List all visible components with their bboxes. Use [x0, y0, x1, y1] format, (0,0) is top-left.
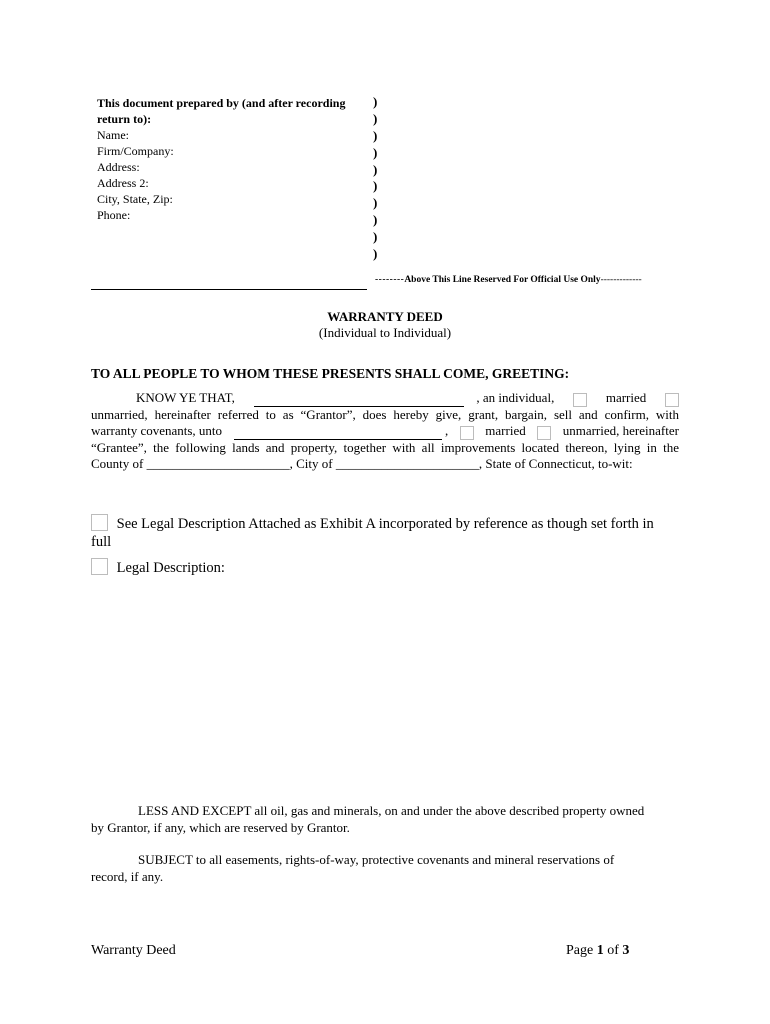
field-address2-label: Address 2: — [97, 176, 149, 190]
grantor-name-blank[interactable] — [254, 394, 464, 407]
paren: ) — [373, 144, 378, 160]
paren-column — [373, 94, 377, 263]
exhibit-a-text: See Legal Description Attached as Exhibit A incorporated by reference as though set forth in — [116, 516, 654, 532]
grantor-married-checkbox[interactable] — [573, 393, 587, 407]
grantor-unmarried-checkbox[interactable] — [665, 393, 679, 407]
grantor-married-label: married — [605, 390, 647, 405]
field-firm-label: Firm/Company: — [97, 144, 174, 158]
grantee-comma: , — [445, 423, 449, 439]
paren: ) — [373, 195, 378, 211]
less-except-line-2: by Grantor, if any, which are reserved by Grantor. — [91, 819, 350, 835]
paren: ) — [373, 127, 378, 143]
paren: ) — [373, 212, 378, 228]
exhibit-a-text-cont: full — [91, 534, 112, 550]
grantee-married-checkbox[interactable] — [460, 426, 474, 440]
signature-rule — [91, 289, 367, 290]
legal-description-option — [91, 558, 679, 577]
footer-doc-name: Warranty Deed — [91, 943, 176, 958]
deed-title: WARRANTY DEED — [327, 309, 443, 324]
page-total: 3 — [622, 943, 630, 958]
reserved-trail-dashes: ------------- — [600, 275, 642, 285]
grantee-married-label: married — [485, 423, 526, 439]
grantee-unmarried-checkbox[interactable] — [537, 426, 551, 440]
less-except-line-1: LESS AND EXCEPT all oil, gas and minerals, on and under the above described property owned — [138, 803, 645, 818]
paren: ) — [373, 110, 378, 126]
page-label: Page — [566, 943, 594, 958]
paren: ) — [373, 246, 378, 262]
legal-description-label: Legal Description: — [116, 560, 225, 576]
subject-to-clause — [91, 852, 679, 885]
page-current: 1 — [596, 943, 604, 958]
reserved-text: Above This Line Reserved For Official Use Only — [404, 275, 601, 285]
exhibit-option — [91, 514, 679, 551]
prepared-by-heading-1: This document prepared by (and after recording — [97, 96, 346, 110]
know-ye-line-1 — [91, 390, 679, 407]
paren: ) — [373, 94, 378, 109]
prepared-by-heading-2: return to): — [97, 112, 152, 126]
warranty-covenants-text: warranty covenants, unto — [91, 423, 223, 439]
exhibit-a-checkbox[interactable] — [91, 514, 108, 531]
field-name-label: Name: — [97, 128, 129, 142]
know-ye-lead: KNOW YE THAT, — [136, 390, 235, 405]
subject-line-1: SUBJECT to all easements, rights-of-way, protective covenants and mineral reservations of — [138, 852, 615, 867]
know-ye-line-5: County of ______________________, City of ______________________, State of Connecticut, to-wit: — [91, 456, 633, 472]
field-phone-label: Phone: — [97, 208, 131, 222]
know-ye-line-2: unmarried, hereinafter referred to as “Grantor”, does hereby give, grant, bargain, sell and confirm, with — [91, 406, 679, 422]
paren: ) — [373, 178, 378, 194]
know-ye-line-4: “Grantee”, the following lands and property, together with all improvements located thereon, lying in the — [91, 439, 679, 455]
know-ye-line-3 — [91, 423, 679, 440]
subject-line-2: record, if any. — [91, 868, 164, 884]
reserved-line — [375, 275, 642, 285]
field-address-label: Address: — [97, 160, 140, 174]
grantee-name-blank[interactable] — [234, 427, 442, 440]
footer-page-number — [566, 943, 629, 959]
grantee-unmarried-text: unmarried, hereinafter — [562, 423, 679, 439]
reserved-lead-dashes: -------- — [375, 275, 405, 285]
greeting: TO ALL PEOPLE TO WHOM THESE PRESENTS SHALL COME, GREETING: — [91, 366, 570, 381]
field-city-state-zip-label: City, State, Zip: — [97, 192, 173, 206]
paren: ) — [373, 161, 378, 177]
page-of: of — [607, 943, 619, 958]
an-individual-text: , an individual, — [476, 390, 555, 405]
paren: ) — [373, 229, 378, 245]
deed-subtitle: (Individual to Individual) — [318, 325, 452, 340]
know-ye-paragraph — [91, 390, 679, 473]
prepared-by-block — [97, 95, 365, 223]
less-and-except-clause — [91, 803, 679, 836]
legal-description-checkbox[interactable] — [91, 558, 108, 575]
